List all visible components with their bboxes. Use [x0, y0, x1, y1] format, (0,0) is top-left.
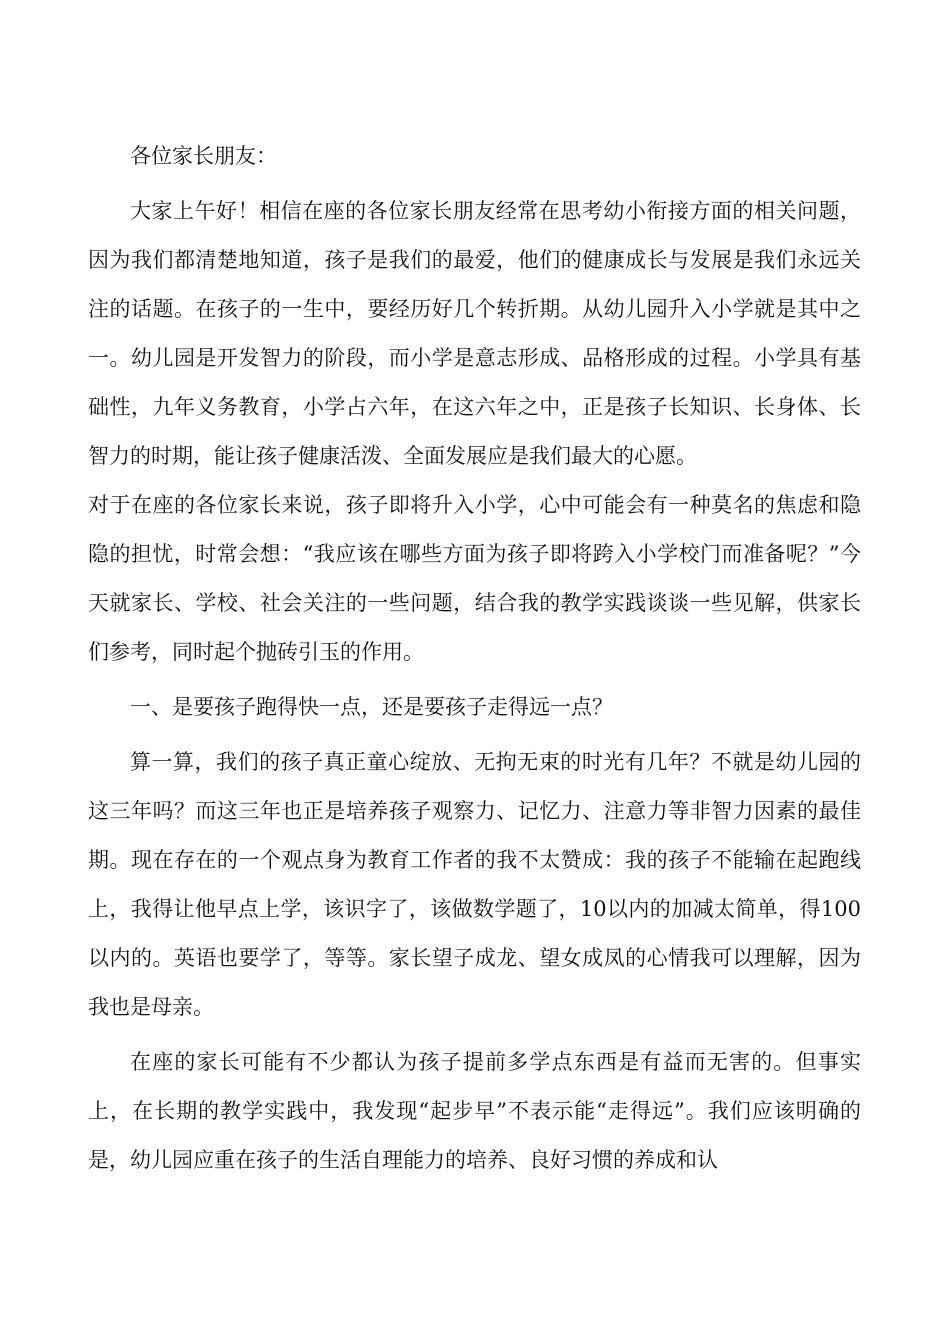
paragraph-early-start: 在座的家长可能有不少都认为孩子提前多学点东西是有益而无害的。但事实上，在长期的教学实践中，我发现“起步早”不表示能“走得远”。我们应该明确的是，幼儿园应重在孩子的生活自理能力的培养、良好习惯的养成和认	[88, 1050, 861, 1172]
paragraph-parents-concern: 对于在座的各位家长来说，孩子即将升入小学，心中可能会有一种莫名的焦虑和隐隐的担忧，时常会想：“我应该在哪些方面为孩子即将跨入小学校门而准备呢？”今天就家长、学校、社会关注的一些问题，结合我的教学实践谈谈一些见解，供家长们参考，同时起个抛砖引玉的作用。	[88, 493, 861, 664]
paragraph-early-learning: 算一算，我们的孩子真正童心绽放、无拘无束的时光有几年？不就是幼儿园的这三年吗？而这三年也正是培养孩子观察力、记忆力、注意力等非智力因素的最佳期。现在存在的一个观点身为教育工作者的我不太赞成：我的孩子不能输在起跑线上，我得让他早点上学，该识字了，该做数学题了，10以内的加减太简单，得100以内的。英语也要学了，等等。家长望子成龙、望女成凤的心情我可以理解，因为我也是母亲。	[88, 750, 861, 1019]
section-heading-1: 一、是要孩子跑得快一点，还是要孩子走得远一点？	[130, 695, 613, 719]
salutation: 各位家长朋友：	[130, 144, 277, 168]
document-body	[88, 132, 861, 1185]
paragraph-greeting: 大家上午好！相信在座的各位家长朋友经常在思考幼小衔接方面的相关问题，因为我们都清楚地知道，孩子是我们的最爱，他们的健康成长与发展是我们永远关注的话题。在孩子的一生中，要经历好几个转折期。从幼儿园升入小学就是其中之一。幼儿园是开发智力的阶段，而小学是意志形成、品格形成的过程。小学具有基础性，九年义务教育，小学占六年，在这六年之中，正是孩子长知识、长身体、长智力的时期，能让孩子健康活泼、全面发展应是我们最大的心愿。	[88, 199, 861, 468]
